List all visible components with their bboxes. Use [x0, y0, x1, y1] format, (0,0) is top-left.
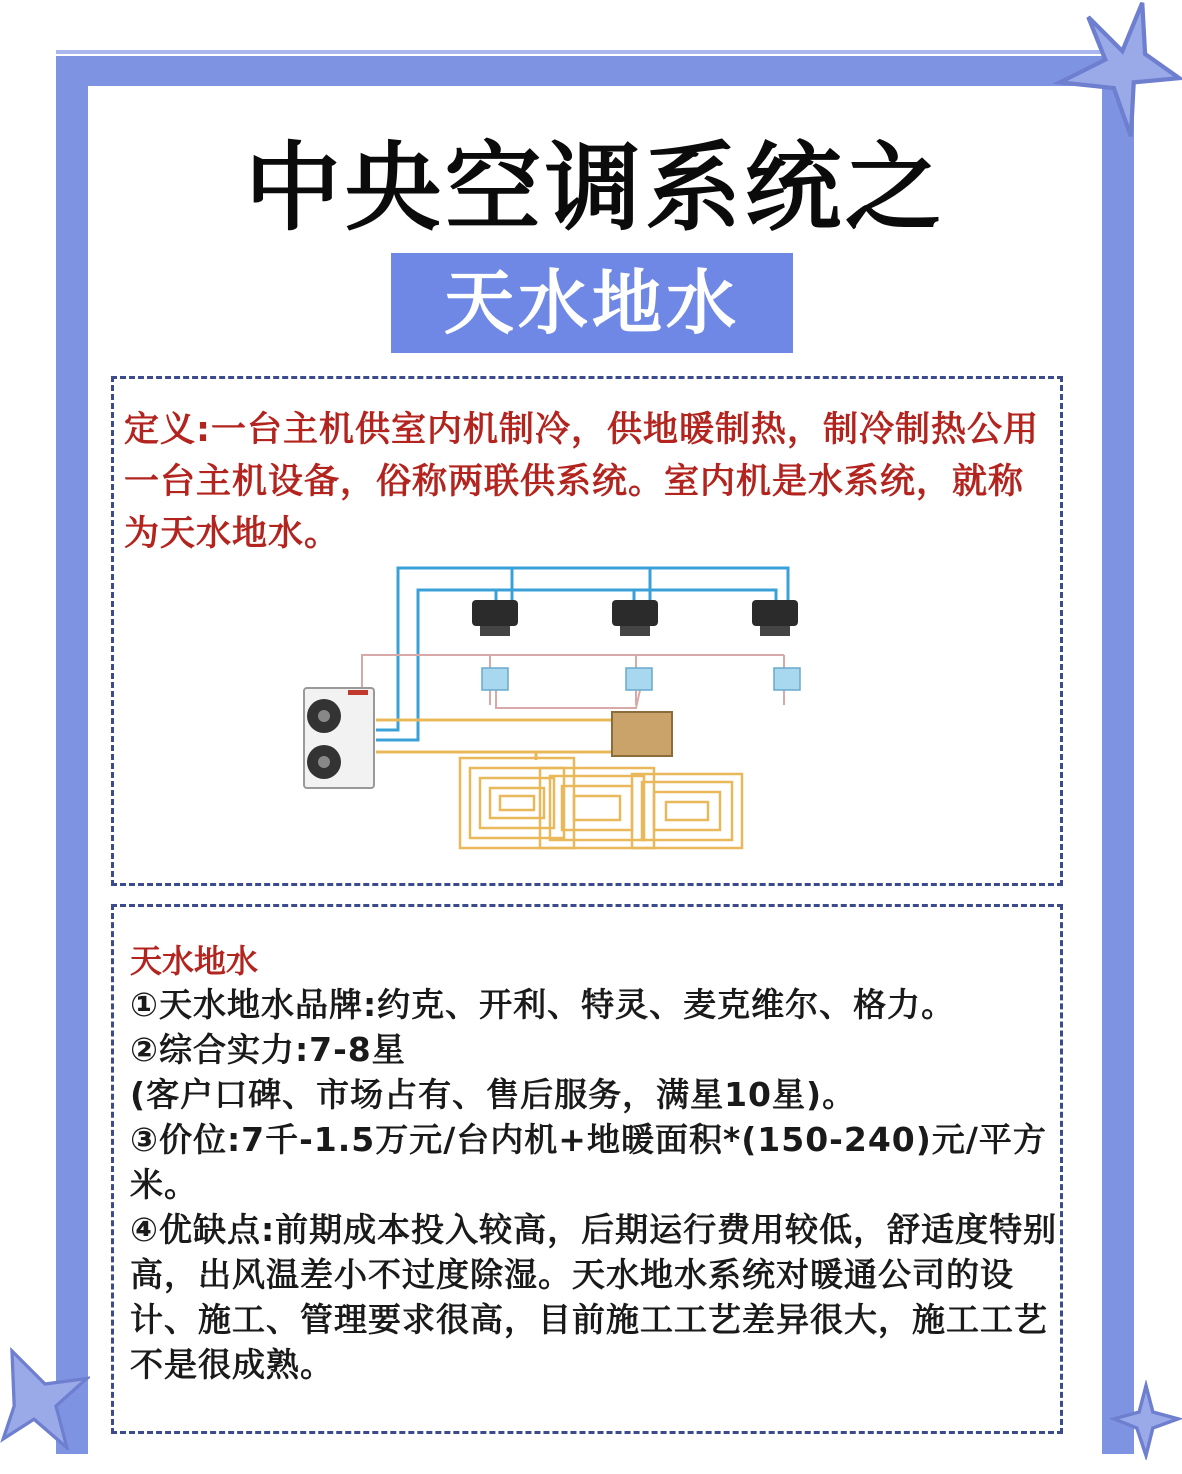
list-item: (客户口碑、市场占有、售后服务，满星10星)。 [130, 1075, 857, 1114]
frame-top-line [56, 50, 1136, 54]
manifold [612, 712, 672, 756]
outdoor-unit [304, 688, 374, 788]
star-icon [1110, 1380, 1182, 1460]
page-title: 中央空调系统之 [245, 132, 945, 244]
fan-coil-units [472, 600, 798, 636]
list-item: ②综合实力:7-8星 [130, 1030, 406, 1069]
definition-text: 定义:一台主机供室内机制冷，供地暖制热，制冷制热公用一台主机设备，俗称两联供系统。室内机是水系统，就称为天水地水。 [124, 410, 1039, 554]
floor-heating-coils [460, 758, 742, 848]
thermostats [482, 668, 800, 690]
details-title: 天水地水 [130, 942, 259, 980]
list-item: ③价位:7千-1.5万元/台内机+地暖面积*(150-240)元/平方米。 [130, 1120, 1047, 1204]
list-item: ④优缺点:前期成本投入较高，后期运行费用较低，舒适度特别高，出风温差小不过度除湿。天水地水系统对暖通公司的设计、施工、管理要求很高，目前施工工艺差异很大，施工工艺不是很成熟。 [130, 1210, 1058, 1384]
control-lines [362, 655, 784, 708]
system-diagram [300, 560, 820, 860]
star-icon [0, 1340, 90, 1450]
subtitle-banner: 天水地水 [391, 253, 793, 353]
list-item: ①天水地水品牌:约克、开利、特灵、麦克维尔、格力。 [130, 985, 956, 1024]
details-list [130, 982, 1060, 1387]
